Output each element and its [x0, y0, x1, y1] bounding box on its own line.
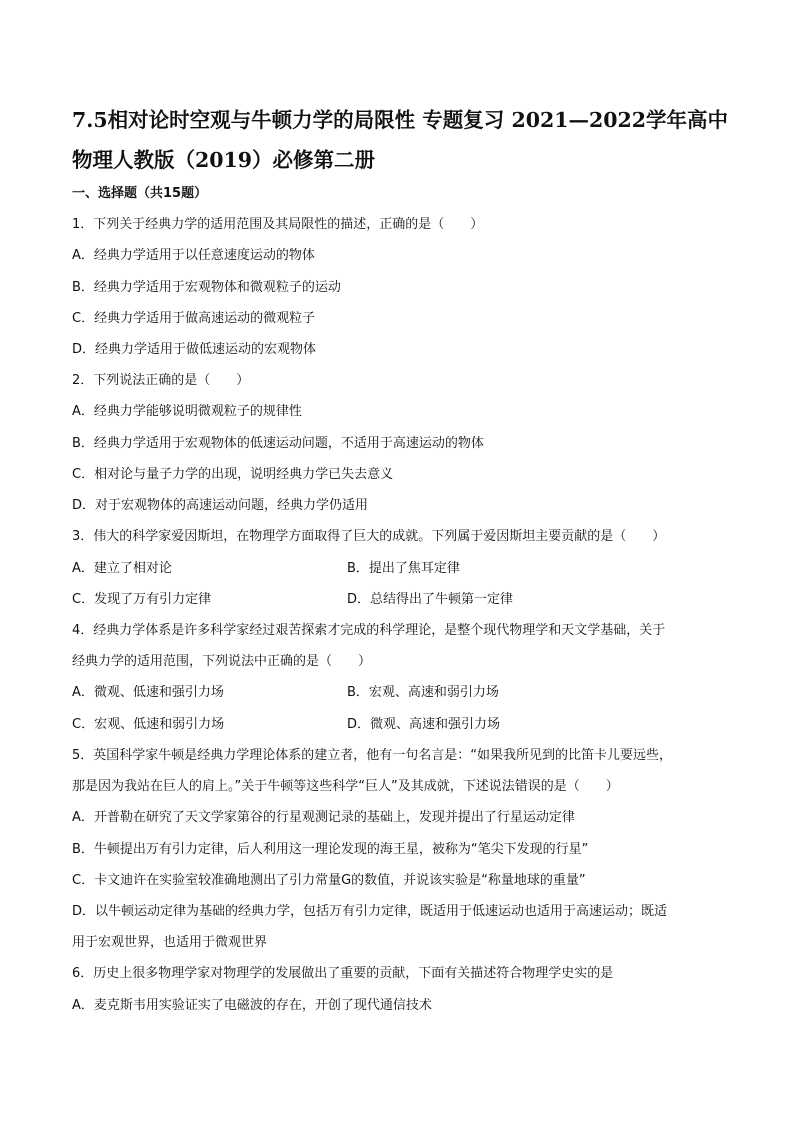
question-5-stem-cont: 那是因为我站在巨人的肩上。”关于牛顿等这些科学“巨人”及其成就，下述说法错误的是（ ） — [72, 779, 619, 794]
question-3-stem: 3．伟大的科学家爱因斯坦，在物理学方面取得了巨大的成就。下列属于爱因斯坦主要贡献的是（ ） — [72, 529, 666, 544]
question-3-option-a: A．建立了相对论 — [72, 561, 172, 576]
question-4-option-c: C．宏观、低速和弱引力场 — [72, 717, 225, 732]
question-1-stem: 1．下列关于经典力学的适用范围及其局限性的描述，正确的是（ ） — [72, 217, 484, 232]
question-2-option-c: C．相对论与量子力学的出现，说明经典力学已失去意义 — [72, 467, 394, 482]
question-4-stem: 4．经典力学体系是许多科学家经过艰苦探索才完成的科学理论，是整个现代物理学和天文学基础，关于 — [72, 623, 666, 638]
question-1-option-c: C．经典力学适用于做高速运动的微观粒子 — [72, 311, 316, 326]
question-4-option-d: D．微观、高速和强引力场 — [347, 717, 501, 732]
question-5-option-c: C．卡文迪许在实验室较准确地测出了引力常量G的数值，并说该实验是“称量地球的重量” — [72, 873, 586, 888]
question-4-option-a: A．微观、低速和强引力场 — [72, 685, 224, 700]
question-6-stem: 6．历史上很多物理学家对物理学的发展做出了重要的贡献，下面有关描述符合物理学史实的是 — [72, 966, 614, 981]
page-title: 7.5相对论时空观与牛顿力学的局限性 专题复习 2021—2022学年高中物理人教版（2019）必修第二册 — [72, 108, 729, 172]
question-5-option-d-cont: 用于宏观世界，也适用于微观世界 — [72, 935, 268, 950]
question-2-stem: 2．下列说法正确的是（ ） — [72, 373, 250, 388]
question-5-option-b: B．牛顿提出万有引力定律，后人利用这一理论发现的海王星，被称为“笔尖下发现的行星” — [72, 842, 589, 857]
question-6-option-a: A．麦克斯韦用实验证实了电磁波的存在，开创了现代通信技术 — [72, 998, 432, 1013]
question-4-stem-cont: 经典力学的适用范围，下列说法中正确的是（ ） — [72, 654, 372, 669]
question-1-option-d: D．经典力学适用于做低速运动的宏观物体 — [72, 342, 317, 357]
question-2-option-b: B．经典力学适用于宏观物体的低速运动问题，不适用于高速运动的物体 — [72, 436, 484, 451]
question-5-option-d: D．以牛顿运动定律为基础的经典力学，包括万有引力定律，既适用于低速运动也适用于高速运动；既适 — [72, 904, 668, 919]
question-3-option-d: D．总结得出了牛顿第一定律 — [347, 592, 514, 607]
question-3-option-c: C．发现了万有引力定律 — [72, 592, 212, 607]
question-5-stem: 5．英国科学家牛顿是经典力学理论体系的建立者，他有一句名言是：“如果我所见到的比笛卡儿要远些， — [72, 748, 673, 763]
question-5-option-a: A．开普勒在研究了天文学家第谷的行星观测记录的基础上，发现并提出了行星运动定律 — [72, 810, 575, 825]
question-2-option-d: D．对于宏观物体的高速运动问题，经典力学仍适用 — [72, 498, 369, 513]
question-4-option-b: B．宏观、高速和弱引力场 — [347, 685, 499, 700]
question-3-option-b: B．提出了焦耳定律 — [347, 561, 460, 576]
section-heading: 一、选择题（共15题） — [72, 186, 208, 201]
question-2-option-a: A．经典力学能够说明微观粒子的规律性 — [72, 404, 302, 419]
question-1-option-b: B．经典力学适用于宏观物体和微观粒子的运动 — [72, 280, 341, 295]
question-1-option-a: A．经典力学适用于以任意速度运动的物体 — [72, 248, 315, 263]
